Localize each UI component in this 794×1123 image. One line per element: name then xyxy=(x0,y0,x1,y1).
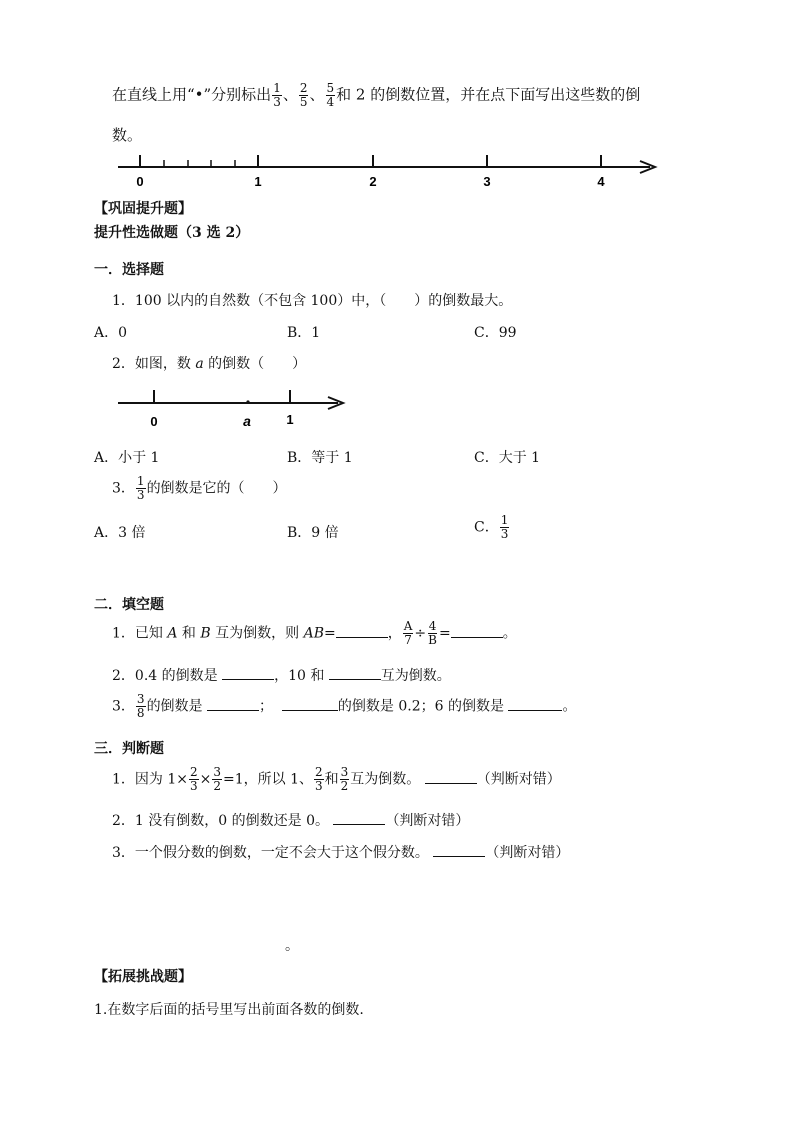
fraction: $\frac{4}{B}$ xyxy=(428,619,437,647)
section-consolidate-heading: 【巩固提升题】 xyxy=(94,201,192,217)
axis-label: 2 xyxy=(369,174,377,189)
part2-q3: 3． $\frac{3}{8}$ 的倒数是 ； 的倒数是 0.2；6 的倒数是 。 xyxy=(112,692,577,720)
extend-q1: 1.在数字后面的括号里写出前面各数的倒数. xyxy=(94,1002,364,1018)
axis-label: 0 xyxy=(136,174,144,189)
elective-title: 提升性选做题（3 选 2） xyxy=(94,225,250,241)
answer-blank[interactable] xyxy=(425,783,477,784)
answer-blank[interactable] xyxy=(336,637,388,638)
option-a: A．0 xyxy=(94,325,128,341)
fraction: $\frac{A}{7}$ xyxy=(403,619,413,647)
point-a xyxy=(246,400,249,403)
part3-q3: 3．一个假分数的倒数，一定不会大于这个假分数。 （判断对错） xyxy=(112,845,570,861)
option-c: C．99 xyxy=(474,325,517,341)
part3-q2: 2．1 没有倒数，0 的倒数还是 0。 （判断对错） xyxy=(112,813,470,829)
part3-q1: 1．因为 1× $\frac{2}{3}$ × $\frac{3}{2}$ =1，所以 1、 $\frac{2}{3}$ 和 $\frac{3}{2}$ 互为倒数。 （判断对错） xyxy=(112,765,561,793)
fraction: $\frac{3}{8}$ xyxy=(136,692,145,720)
fraction: $\frac{2}{5}$ xyxy=(299,81,308,109)
stray-mark: 。 xyxy=(285,938,299,954)
answer-blank[interactable] xyxy=(333,824,385,825)
part1-q3-stem: 3． $\frac{1}{3}$ 的倒数是它的（ ） xyxy=(112,474,287,502)
intro-line-1: 在直线上用“•”分别标出 $\frac{1}{3}$ 、 $\frac{2}{5}$ 、 $\frac{5}{4}$ 和 2 的倒数位置，并在点下面写出这些数的倒 xyxy=(112,81,641,109)
axis-label: 0 xyxy=(150,414,158,429)
axis-label: 3 xyxy=(483,174,491,189)
fraction: $\frac{2}{3}$ xyxy=(315,765,323,793)
part1-q2-stem: 2．如图，数 a 的倒数（ ） xyxy=(112,356,307,372)
fraction: $\frac{3}{2}$ xyxy=(213,765,222,793)
part1-heading: 一．选择题 xyxy=(94,262,164,278)
fraction: $\frac{1}{3}$ xyxy=(273,81,281,109)
option-a: A．3 倍 xyxy=(94,525,146,541)
option-c: C． $\frac{1}{3}$ xyxy=(474,513,509,541)
fraction: $\frac{5}{4}$ xyxy=(326,81,335,109)
answer-blank[interactable] xyxy=(433,856,485,857)
option-a: A．小于 1 xyxy=(94,450,160,466)
part3-heading: 三．判断题 xyxy=(94,741,164,757)
number-line-a xyxy=(112,384,352,430)
fraction: $\frac{3}{2}$ xyxy=(340,765,349,793)
part2-heading: 二．填空题 xyxy=(94,597,164,613)
option-b: B．等于 1 xyxy=(287,450,353,466)
answer-blank[interactable] xyxy=(282,710,338,711)
section-extend-heading: 【拓展挑战题】 xyxy=(94,969,192,985)
option-b: B．1 xyxy=(287,325,321,341)
number-line-0-to-4 xyxy=(110,150,670,192)
axis-label: 4 xyxy=(597,174,605,189)
answer-blank[interactable] xyxy=(207,710,259,711)
part2-q2: 2．0.4 的倒数是 ，10 和 互为倒数。 xyxy=(112,668,451,684)
fraction: $\frac{1}{3}$ xyxy=(500,513,509,541)
part2-q1: 1．已知 A 和 B 互为倒数，则 AB= ， $\frac{A}{7}$ ÷ $\frac{4}{B}$ = 。 xyxy=(112,619,517,647)
axis-label: 1 xyxy=(254,174,262,189)
part1-q1-stem: 1．100 以内的自然数（不包含 100）中，（ ）的倒数最大。 xyxy=(112,293,513,309)
answer-blank[interactable] xyxy=(222,679,274,680)
option-c: C．大于 1 xyxy=(474,450,541,466)
intro-line-2: 数。 xyxy=(112,126,143,144)
axis-label: a xyxy=(243,413,251,429)
fraction: $\frac{2}{3}$ xyxy=(190,765,198,793)
fraction: $\frac{1}{3}$ xyxy=(136,474,145,502)
option-b: B．9 倍 xyxy=(287,525,339,541)
answer-blank[interactable] xyxy=(451,637,503,638)
axis-label: 1 xyxy=(286,412,294,427)
answer-blank[interactable] xyxy=(508,710,562,711)
answer-blank[interactable] xyxy=(329,679,381,680)
